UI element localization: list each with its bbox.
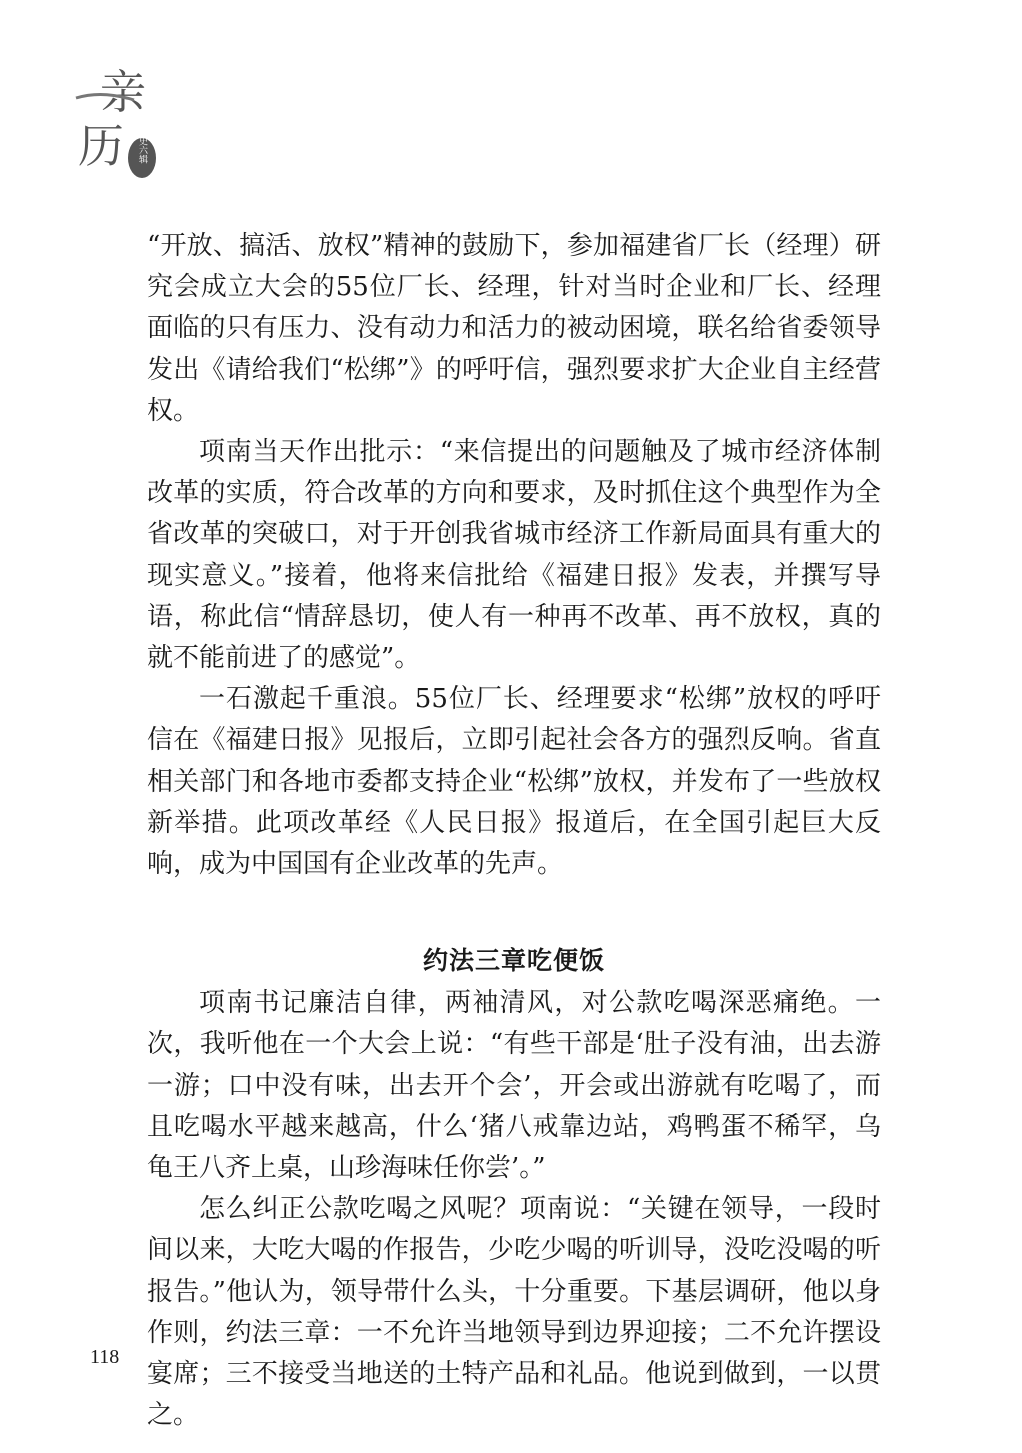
paragraph-2: 项南当天作出批示：“来信提出的问题触及了城市经济体制改革的实质，符合改革的方向和要求，及时抓住这个典型作为全省改革的突破口，对于开创我省城市经济工作新局面具有重大的现实意义。”接着，他将来信批给《福建日报》发表，并撰写导语，称此信“情辞恳切，使人有一种再不改革、再不放权，真的就不能前进了的感觉”。 bbox=[147, 437, 881, 674]
paragraph-1: “开放、搞活、放权”精神的鼓励下，参加福建省厂长（经理）研究会成立大会的55位厂长、经理，针对当时企业和厂长、经理面临的只有压力、没有动力和活力的被动困境，联名给省委领导发出《请给我们“松绑”》的呼吁信，强烈要求扩大企业自主经营权。 bbox=[147, 231, 881, 426]
logo-char-2: 历 bbox=[78, 119, 124, 173]
book-logo-graphic bbox=[72, 60, 172, 190]
page-number: 118 bbox=[90, 1346, 120, 1368]
section-title: 约法三章吃便饭 bbox=[422, 946, 605, 976]
section-paragraph-2: 怎么纠正公款吃喝之风呢？项南说：“关键在领导，一段时间以来，大吃大喝的作报告，少吃少喝的听训导，没吃没喝的听报告。”他认为，领导带什么头，十分重要。下基层调研，他以身作则，约法三章：一不允许当地领导到边界迎接；二不允许摆设宴席；三不接受当地送的土特产品和礼品。他说到做到，一以贯之。 bbox=[147, 1194, 881, 1431]
logo-seal-text: 史六辑 bbox=[137, 136, 147, 164]
logo-char-1: 亲 bbox=[100, 65, 146, 119]
page-content bbox=[147, 226, 881, 1436]
paragraph-3: 一石激起千重浪。55位厂长、经理要求“松绑”放权的呼吁信在《福建日报》见报后，立即引起社会各方的强烈反响。省直相关部门和各地市委都支持企业“松绑”放权，并发布了一些放权新举措。此项改革经《人民日报》报道后，在全国引起巨大反响，成为中国国有企业改革的先声。 bbox=[147, 684, 881, 880]
book-logo bbox=[72, 60, 172, 190]
section-paragraph-1: 项南书记廉洁自律，两袖清风，对公款吃喝深恶痛绝。一次，我听他在一个大会上说：“有些干部是‘肚子没有油，出去游一游；口中没有味，出去开个会’，开会或出游就有吃喝了，而且吃喝水平越来越高，什么‘猪八戒靠边站，鸡鸭蛋不稀罕，乌龟王八齐上桌，山珍海味任你尝’。” bbox=[147, 988, 881, 1184]
